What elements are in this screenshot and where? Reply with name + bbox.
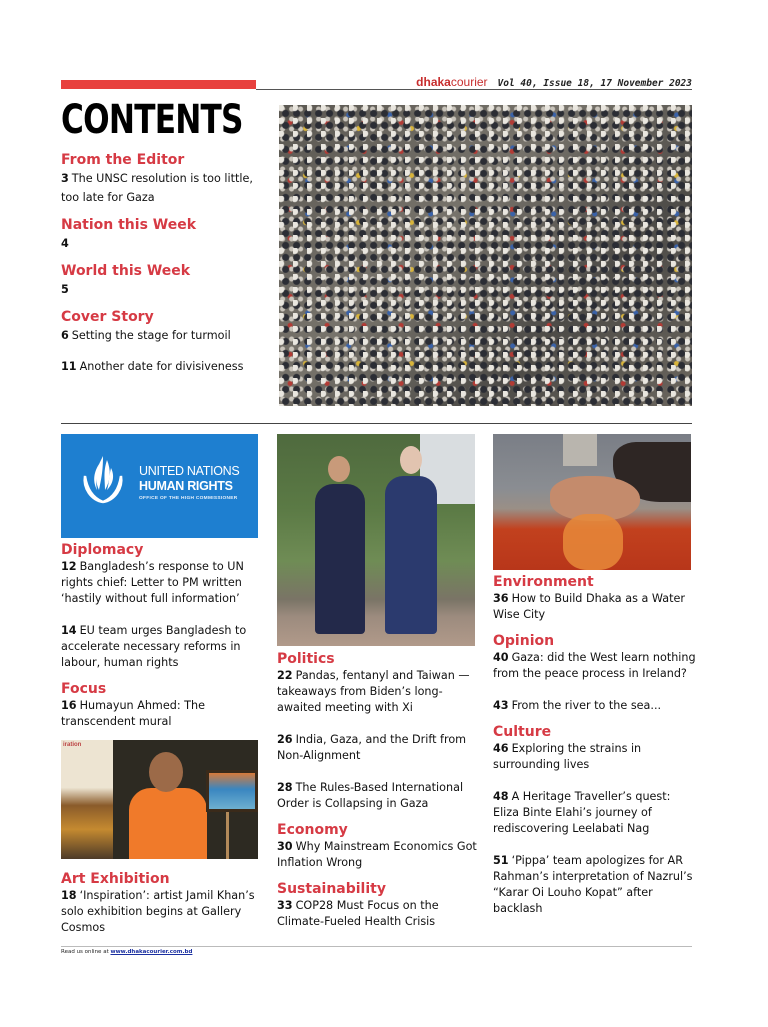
column-1	[61, 542, 266, 730]
footer	[61, 949, 192, 955]
header-accent-bar	[61, 80, 256, 89]
website-link[interactable]: www.dhakacourier.com.bd	[110, 949, 193, 955]
toc-entry[interactable]: 40 Gaza: did the West learn nothing from the peace process in Ireland?	[493, 651, 696, 680]
flame-wreath-icon	[79, 450, 127, 508]
toc-entry[interactable]: 14 EU team urges Bangladesh to accelerate necessary reforms in labour, human rights	[61, 624, 247, 669]
section-heading: Environment	[493, 574, 594, 590]
toc-entry[interactable]: 3 The UNSC resolution is too little, too late for Gaza	[61, 172, 253, 204]
leaders-walking-photo	[277, 434, 475, 646]
section-heading: Diplomacy	[61, 542, 144, 558]
column-3	[493, 574, 698, 917]
toc-entry[interactable]: 5	[61, 283, 69, 296]
toc-entry[interactable]: 33 COP28 Must Focus on the Climate-Fueled Health Crisis	[277, 899, 439, 928]
issue-info: Vol 40, Issue 18, 17 November 2023	[497, 78, 692, 89]
section-heading: Cover Story	[61, 309, 154, 325]
footer-text: Read us online at	[61, 949, 109, 955]
section-heading: Sustainability	[277, 881, 386, 897]
section-heading: Culture	[493, 724, 552, 740]
toc-entry[interactable]: 18 ‘Inspiration’: artist Jamil Khan’s solo exhibition begins at Gallery Cosmos	[61, 889, 255, 934]
toc-entry[interactable]: 11 Another date for divisiveness	[61, 360, 244, 373]
top-sections	[61, 152, 271, 376]
toc-entry[interactable]: 30 Why Mainstream Economics Got Inflation Wrong	[277, 840, 477, 869]
section-heading: World this Week	[61, 263, 191, 279]
section-heading: Politics	[277, 651, 335, 667]
section-heading: Economy	[277, 822, 348, 838]
artist-photo: iration	[61, 740, 258, 859]
toc-entry[interactable]: 6 Setting the stage for turmoil	[61, 329, 231, 342]
column-2	[277, 651, 482, 930]
toc-entry[interactable]: 4	[61, 237, 69, 250]
section-heading: Focus	[61, 681, 107, 697]
toc-entry[interactable]: 46 Exploring the strains in surrounding lives	[493, 742, 642, 771]
toc-entry[interactable]: 28 The Rules-Based International Order is Collapsing in Gaza	[277, 781, 464, 810]
section-heading: Opinion	[493, 633, 555, 649]
masthead	[416, 75, 692, 89]
toc-entry[interactable]: 16 Humayun Ahmed: The transcendent mural	[61, 699, 205, 728]
toc-entry[interactable]: 12 Bangladesh’s response to UN rights chief: Letter to PM written ‘hastily without full information’	[61, 560, 244, 605]
toc-entry[interactable]: 22 Pandas, fentanyl and Taiwan — takeaways from Biden’s long-awaited meeting with Xi	[277, 669, 470, 714]
toc-entry[interactable]: 51 ‘Pippa’ team apologizes for AR Rahman’s interpretation of Nazrul’s “Karar Oi Louho Kopat” after backlash	[493, 854, 693, 915]
toc-entry[interactable]: 48 A Heritage Traveller’s quest: Eliza Binte Elahi’s journey of rediscovering Leelabati Nag	[493, 790, 671, 835]
toc-entry[interactable]: 26 India, Gaza, and the Drift from Non-Alignment	[277, 733, 467, 762]
section-divider	[61, 423, 692, 424]
column-1-lower	[61, 871, 266, 936]
toc-entry[interactable]: 36 How to Build Dhaka as a Water Wise City	[493, 592, 685, 621]
footer-rule	[61, 946, 692, 947]
header-rule	[256, 89, 692, 90]
page-title: CONTENTS	[61, 97, 243, 143]
brand-logo: dhakacourier	[416, 75, 488, 89]
un-human-rights-logo: UNITED NATIONS HUMAN RIGHTS OFFICE OF THE HIGH COMMISSIONER	[61, 434, 258, 538]
section-heading: From the Editor	[61, 152, 185, 168]
toc-entry[interactable]: 43 From the river to the sea...	[493, 699, 662, 712]
water-hands-photo	[493, 434, 691, 570]
section-heading: Art Exhibition	[61, 871, 170, 887]
cover-crowd-photo	[279, 105, 692, 406]
section-heading: Nation this Week	[61, 217, 197, 233]
